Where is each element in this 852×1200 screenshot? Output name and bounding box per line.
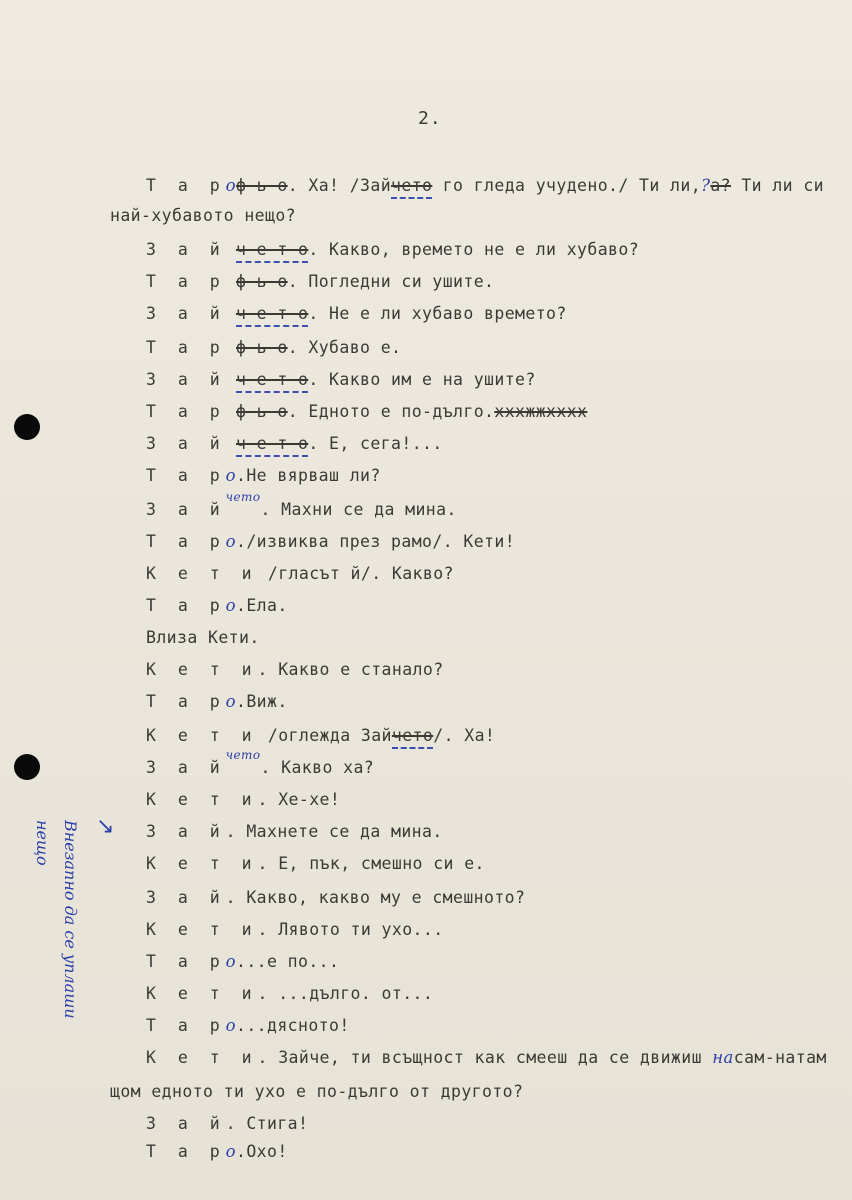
dialogue-line bbox=[146, 466, 381, 485]
line-text: .Ела. bbox=[236, 596, 288, 615]
dialogue-line bbox=[146, 272, 494, 291]
dialogue-line bbox=[110, 1082, 523, 1101]
line-text: /оглежда Зай bbox=[257, 726, 392, 745]
speaker: З а й bbox=[146, 434, 226, 453]
line-text: . Какво им е на ушите? bbox=[308, 370, 536, 389]
line-text: . Хубаво е. bbox=[287, 338, 402, 357]
dialogue-line bbox=[146, 1142, 288, 1161]
speaker: К е т и bbox=[146, 726, 258, 745]
speaker: К е т и bbox=[146, 920, 258, 939]
speaker: Т а р bbox=[146, 272, 226, 291]
handwritten-correction: о bbox=[225, 466, 237, 485]
dialogue-line bbox=[146, 920, 444, 939]
handwritten-correction: о bbox=[225, 176, 237, 195]
speaker: З а й bbox=[146, 888, 226, 907]
dialogue-line bbox=[146, 402, 587, 421]
line-text: /. Ха! bbox=[433, 726, 496, 745]
dialogue-line bbox=[146, 660, 444, 679]
line-text: . Лявото ти ухо... bbox=[257, 920, 444, 939]
handwritten-correction: ? bbox=[701, 176, 711, 195]
struck-text: ф ь-о bbox=[236, 338, 288, 357]
dialogue-line bbox=[146, 748, 375, 777]
dialogue-line bbox=[146, 240, 639, 259]
dialogue-line bbox=[146, 370, 536, 389]
speaker: Т а р bbox=[146, 1142, 226, 1161]
handwritten-correction: о bbox=[225, 692, 237, 711]
speaker: Т а р bbox=[146, 176, 226, 195]
line-text: .Виж. bbox=[236, 692, 288, 711]
line-text: Влиза Кети. bbox=[146, 628, 260, 647]
speaker: З а й bbox=[146, 240, 226, 259]
dialogue-line bbox=[146, 490, 457, 519]
margin-handwritten-note: Внезапно да се уплаши нещо bbox=[33, 820, 80, 1019]
speaker: З а й bbox=[146, 1114, 226, 1133]
line-text: най-хубавото нещо? bbox=[110, 206, 297, 225]
line-text: го гледа учудено./ Ти ли, bbox=[432, 176, 702, 195]
punch-hole-bottom bbox=[14, 754, 40, 780]
handwritten-correction: на bbox=[712, 1048, 734, 1067]
line-text: .Не вярваш ли? bbox=[236, 466, 381, 485]
dialogue-line bbox=[146, 984, 433, 1003]
handwritten-correction: о bbox=[225, 952, 237, 971]
dialogue-line bbox=[146, 532, 515, 551]
dialogue-line bbox=[146, 304, 567, 323]
struck-text: ч е т о bbox=[236, 304, 308, 327]
line-text: сам-натам bbox=[733, 1048, 827, 1067]
struck-text: ч е т о bbox=[236, 370, 308, 393]
struck-text: ч е т о bbox=[236, 240, 308, 263]
speaker: З а й bbox=[146, 822, 226, 841]
speaker: К е т и bbox=[146, 564, 258, 583]
line-text: . Хе-хе! bbox=[257, 790, 341, 809]
line-text: ...дясното! bbox=[236, 1016, 350, 1035]
line-text: . Е, сега!... bbox=[308, 434, 443, 453]
dialogue-line bbox=[146, 692, 288, 711]
line-text: . Едното е по-дълго. bbox=[287, 402, 495, 421]
line-text: . Какво е станало? bbox=[257, 660, 444, 679]
speaker: К е т и bbox=[146, 854, 258, 873]
handwritten-correction: чето bbox=[225, 748, 261, 762]
dialogue-line bbox=[110, 206, 296, 225]
speaker: Т а р bbox=[146, 532, 226, 551]
line-text: . Какво, времето не е ли хубаво? bbox=[308, 240, 640, 259]
page-number: 2. bbox=[418, 108, 442, 129]
speaker: К е т и bbox=[146, 984, 258, 1003]
speaker: Т а р bbox=[146, 692, 226, 711]
dialogue-line bbox=[146, 564, 454, 583]
struck-text: хххжжхххх bbox=[494, 402, 588, 421]
dialogue-line bbox=[146, 888, 525, 907]
dialogue-line bbox=[146, 1016, 350, 1035]
line-text: . Махнете се да мина. bbox=[225, 822, 443, 841]
dialogue-line bbox=[146, 1048, 827, 1067]
dialogue-line bbox=[146, 726, 495, 745]
dialogue-line bbox=[146, 822, 443, 841]
speaker: З а й bbox=[146, 370, 226, 389]
line-text: . Стига! bbox=[225, 1114, 309, 1133]
dialogue-line bbox=[146, 854, 485, 873]
line-text: . Какво ха? bbox=[260, 758, 375, 777]
dialogue-line bbox=[146, 596, 288, 615]
struck-text: ф ь-о bbox=[236, 402, 288, 421]
line-text: . Погледни си ушите. bbox=[287, 272, 495, 291]
struck-text: а? bbox=[710, 176, 731, 195]
line-text: . Е, пък, смешно си е. bbox=[257, 854, 485, 873]
struck-text: чето bbox=[391, 176, 432, 199]
dialogue-line bbox=[146, 338, 401, 357]
speaker: Т а р bbox=[146, 466, 226, 485]
dialogue-line bbox=[146, 1114, 308, 1133]
speaker: З а й bbox=[146, 304, 226, 323]
line-text: Ти ли си bbox=[730, 176, 824, 195]
line-text: . ...дълго. от... bbox=[257, 984, 434, 1003]
handwritten-correction: о bbox=[225, 596, 237, 615]
handwritten-correction: о bbox=[225, 1016, 237, 1035]
insert-arrow-icon: ↘ bbox=[96, 814, 115, 839]
struck-text: ф ь-о bbox=[236, 272, 288, 291]
line-text: ./извиква през рамо/. Кети! bbox=[236, 532, 516, 551]
line-text: . Не е ли хубаво времето? bbox=[308, 304, 567, 323]
handwritten-correction: чето bbox=[225, 490, 261, 504]
speaker: Т а р bbox=[146, 596, 226, 615]
punch-hole-top bbox=[14, 414, 40, 440]
line-text: /гласът й/. Какво? bbox=[257, 564, 454, 583]
struck-text: чето bbox=[392, 726, 433, 749]
dialogue-line bbox=[146, 952, 339, 971]
struck-text: ф ь-о bbox=[236, 176, 288, 195]
line-text: щом едното ти ухо е по-дълго от другото? bbox=[110, 1082, 524, 1101]
line-text: ...е по... bbox=[236, 952, 340, 971]
speaker: К е т и bbox=[146, 790, 258, 809]
speaker: З а й bbox=[146, 500, 226, 519]
handwritten-correction: о bbox=[225, 1142, 237, 1161]
dialogue-line bbox=[146, 434, 443, 453]
stage-direction bbox=[146, 628, 260, 647]
speaker: З а й bbox=[146, 758, 226, 777]
handwritten-correction: о bbox=[225, 532, 237, 551]
line-text: .Охо! bbox=[236, 1142, 288, 1161]
speaker: Т а р bbox=[146, 1016, 226, 1035]
speaker: К е т и bbox=[146, 660, 258, 679]
dialogue-line bbox=[146, 176, 824, 195]
line-text: . Ха! /Зай bbox=[287, 176, 392, 195]
dialogue-line bbox=[146, 790, 340, 809]
speaker: Т а р bbox=[146, 338, 226, 357]
speaker: Т а р bbox=[146, 952, 226, 971]
speaker: К е т и bbox=[146, 1048, 258, 1067]
line-text: . Зайче, ти всъщност как смееш да се движиш bbox=[257, 1048, 713, 1067]
speaker: Т а р bbox=[146, 402, 226, 421]
struck-text: ч е т о bbox=[236, 434, 308, 457]
line-text: . Махни се да мина. bbox=[260, 500, 457, 519]
line-text: . Какво, какво му е смешното? bbox=[225, 888, 526, 907]
